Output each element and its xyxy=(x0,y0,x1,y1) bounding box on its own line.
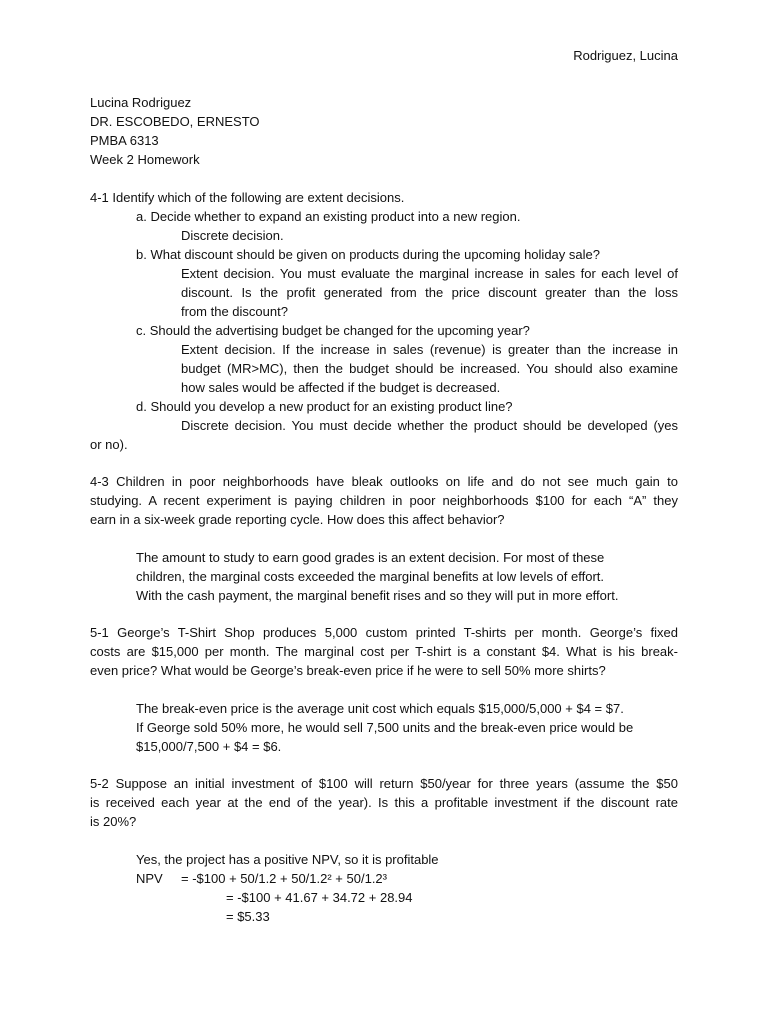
question-4-1-b: b. What discount should be given on products during the upcoming holiday sale? xyxy=(136,247,600,262)
question-4-3-line: studying. A recent experiment is paying children in poor neighborhoods $100 for each “A” they xyxy=(90,493,678,508)
npv-label: NPV xyxy=(136,871,163,886)
answer-4-1-b-line: discount. Is the profit generated from the price discount greater than the loss xyxy=(181,285,678,300)
answer-5-1-line: $15,000/7,500 + $4 = $6. xyxy=(136,739,282,754)
npv-equation-line: = $5.33 xyxy=(226,909,270,924)
answer-4-1-c-line: how sales would be affected if the budget is decreased. xyxy=(181,380,501,395)
answer-4-3-line: The amount to study to earn good grades is an extent decision. For most of these xyxy=(136,550,605,565)
question-5-1-line: even price? What would be George’s break-even price if he were to sell 50% more shirts? xyxy=(90,663,606,678)
answer-4-3-line: With the cash payment, the marginal benefit rises and so they will put in more effort. xyxy=(136,588,619,603)
question-5-2-line: is received each year at the end of the year). Is this a profitable investment if the discount rate xyxy=(90,795,678,810)
question-4-1-c: c. Should the advertising budget be changed for the upcoming year? xyxy=(136,323,530,338)
course-code: PMBA 6313 xyxy=(90,133,159,148)
running-header: Rodriguez, Lucina xyxy=(573,48,678,63)
answer-4-1-c-line: Extent decision. If the increase in sales (revenue) is greater than the increase in xyxy=(181,342,678,357)
question-5-1-line: costs are $15,000 per month. The marginal cost per T-shirt is a constant $4. What is his break- xyxy=(90,644,678,659)
answer-4-1-b-line: from the discount? xyxy=(181,304,288,319)
assignment-title: Week 2 Homework xyxy=(90,152,200,167)
npv-equation-line: = -$100 + 50/1.2 + 50/1.2² + 50/1.2³ xyxy=(181,871,387,886)
answer-4-1-c-line: budget (MR>MC), then the budget should be increased. You should also examine xyxy=(181,361,678,376)
answer-4-1-d-line: Discrete decision. You must decide whether the product should be developed (yes xyxy=(181,418,678,433)
question-4-3-line: 4-3 Children in poor neighborhoods have bleak outlooks on life and do not see much gain to xyxy=(90,474,678,489)
question-5-1-line: 5-1 George’s T-Shirt Shop produces 5,000 custom printed T-shirts per month. George’s fixed xyxy=(90,625,678,640)
answer-4-1-d-line: or no). xyxy=(90,437,128,452)
npv-equation-line: = -$100 + 41.67 + 34.72 + 28.94 xyxy=(226,890,413,905)
question-4-1: 4-1 Identify which of the following are extent decisions. xyxy=(90,190,405,205)
question-4-1-a: a. Decide whether to expand an existing product into a new region. xyxy=(136,209,521,224)
answer-4-1-b-line: Extent decision. You must evaluate the marginal increase in sales for each level of xyxy=(181,266,678,281)
instructor-name: DR. ESCOBEDO, ERNESTO xyxy=(90,114,260,129)
question-4-3-line: earn in a six-week grade reporting cycle. How does this affect behavior? xyxy=(90,512,505,527)
answer-5-2-line: Yes, the project has a positive NPV, so it is profitable xyxy=(136,852,439,867)
answer-4-1-a: Discrete decision. xyxy=(181,228,284,243)
answer-5-1-line: If George sold 50% more, he would sell 7,500 units and the break-even price would be xyxy=(136,720,634,735)
student-name: Lucina Rodriguez xyxy=(90,95,192,110)
question-5-2-line: is 20%? xyxy=(90,814,137,829)
answer-4-3-line: children, the marginal costs exceeded the marginal benefits at low levels of effort. xyxy=(136,569,605,584)
answer-5-1-line: The break-even price is the average unit cost which equals $15,000/5,000 + $4 = $7. xyxy=(136,701,624,716)
question-5-2-line: 5-2 Suppose an initial investment of $100 will return $50/year for three years (assume the $50 xyxy=(90,776,678,791)
question-4-1-d: d. Should you develop a new product for an existing product line? xyxy=(136,399,513,414)
